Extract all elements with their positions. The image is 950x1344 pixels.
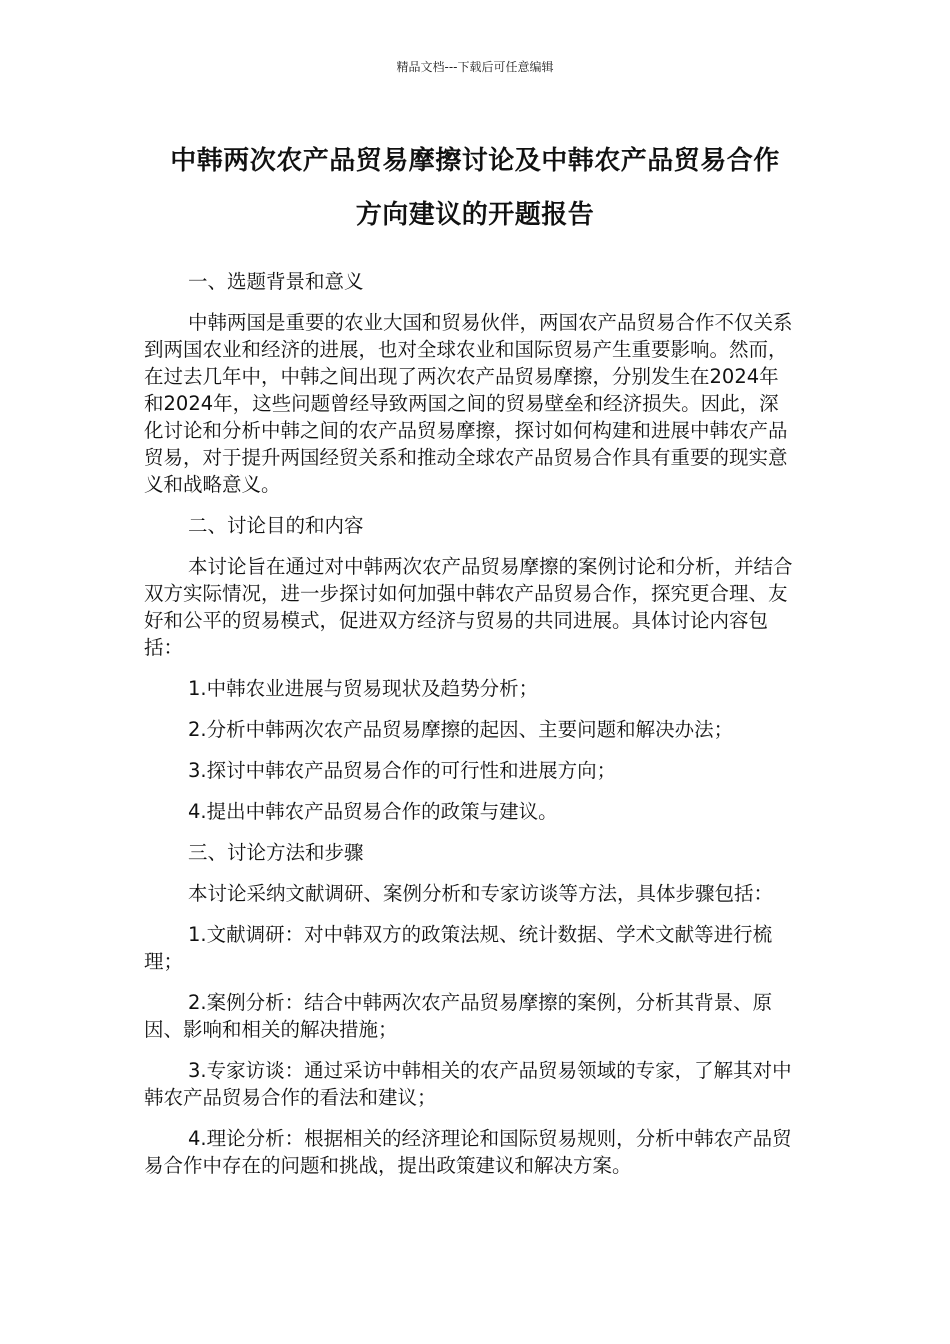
header-note: 精品文档---下载后可任意编辑: [396, 60, 554, 74]
list-item: 4.理论分析：根据相关的经济理论和国际贸易规则，分析中韩农产品贸易合作中存在的问题和挑战，提出政策建议和解决方案。: [144, 1127, 792, 1177]
list-item: 3.专家访谈：通过采访中韩相关的农产品贸易领域的专家，了解其对中韩农产品贸易合作的看法和建议；: [144, 1059, 792, 1109]
document-title-line-2: 方向建议的开题报告: [355, 200, 595, 230]
list-item: 1.中韩农业进展与贸易现状及趋势分析；: [188, 677, 539, 700]
document-body: [144, 268, 794, 1193]
list-item: 1.文献调研：对中韩双方的政策法规、统计数据、学术文献等进行梳理；: [144, 923, 773, 973]
list-item: 4.提出中韩农产品贸易合作的政策与建议。: [188, 800, 558, 823]
section-heading-purpose: 二、讨论目的和内容: [188, 514, 364, 537]
section-heading-background: 一、选题背景和意义: [188, 270, 364, 293]
paragraph-purpose: 本讨论旨在通过对中韩两次农产品贸易摩擦的案例讨论和分析，并结合双方实际情况，进一步探讨如何加强中韩农产品贸易合作，探究更合理、友好和公平的贸易模式，促进双方经济与贸易的共同进展。具体讨论内容包括：: [144, 555, 793, 659]
document-title-line-1: 中韩两次农产品贸易摩擦讨论及中韩农产品贸易合作: [170, 146, 780, 176]
list-item: 2.分析中韩两次农产品贸易摩擦的起因、主要问题和解决办法；: [188, 718, 734, 741]
list-item: 3.探讨中韩农产品贸易合作的可行性和进展方向；: [188, 759, 617, 782]
section-heading-methods: 三、讨论方法和步骤: [188, 841, 364, 864]
paragraph-background: 中韩两国是重要的农业大国和贸易伙伴，两国农产品贸易合作不仅关系到两国农业和经济的进展，也对全球农业和国际贸易产生重要影响。然而，在过去几年中，中韩之间出现了两次农产品贸易摩擦，分别发生在2024年和2024年，这些问题曾经导致两国之间的贸易壁垒和经济损失。因此，深化讨论和分析中韩之间的农产品贸易摩擦，探讨如何构建和进展中韩农产品贸易，对于提升两国经贸关系和推动全球农产品贸易合作具有重要的现实意义和战略意义。: [144, 311, 793, 496]
paragraph-methods: 本讨论采纳文献调研、案例分析和专家访谈等方法，具体步骤包括：: [188, 882, 774, 905]
list-item: 2.案例分析：结合中韩两次农产品贸易摩擦的案例，分析其背景、原因、影响和相关的解决措施；: [144, 991, 773, 1041]
